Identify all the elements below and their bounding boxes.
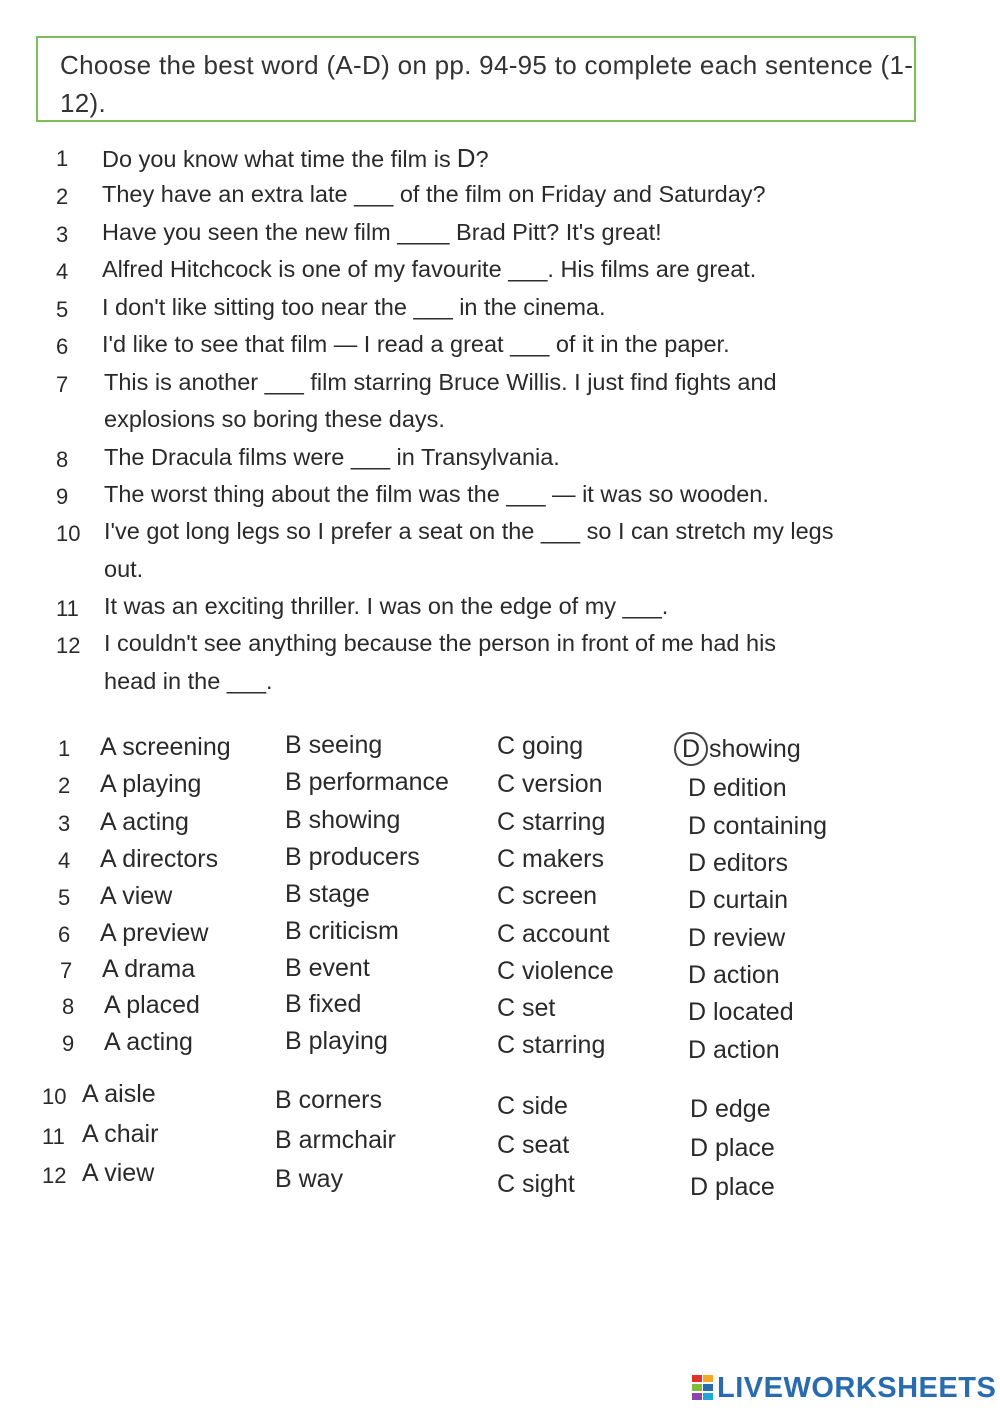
option-c[interactable]: C sight	[497, 1170, 575, 1198]
option-a[interactable]: A view	[82, 1159, 155, 1187]
option-c[interactable]: C set	[497, 994, 556, 1022]
option-c[interactable]: C starring	[497, 1031, 606, 1059]
option-c[interactable]: C account	[497, 920, 610, 948]
option-c[interactable]: C makers	[497, 845, 604, 873]
option-row-number: 1	[58, 736, 71, 761]
option-row-number: 11	[42, 1124, 65, 1149]
instructions-box	[36, 36, 916, 122]
question-number: 5	[56, 297, 69, 322]
option-a[interactable]: A preview	[100, 919, 209, 947]
question-text: Do you know what time the film is	[102, 146, 451, 172]
question-text: out.	[104, 556, 144, 582]
question-number: 6	[56, 334, 69, 359]
option-row-number: 3	[58, 811, 71, 836]
question-text: head in the ___.	[104, 668, 273, 694]
question-text: I don't like sitting too near the ___ in the cinema.	[102, 294, 606, 320]
question-text: It was an exciting thriller. I was on the edge of my ___.	[104, 593, 669, 619]
option-a[interactable]: A drama	[102, 955, 196, 983]
option-b[interactable]: B armchair	[275, 1126, 396, 1154]
option-d-word: showing	[709, 735, 801, 763]
option-d[interactable]: D located	[688, 998, 794, 1026]
question-text: The worst thing about the film was the ___ — it was so wooden.	[104, 481, 769, 507]
option-c[interactable]: C version	[497, 770, 603, 798]
option-d[interactable]: D action	[688, 961, 780, 989]
option-row-number: 12	[42, 1163, 67, 1188]
liveworksheets-icon	[692, 1375, 714, 1401]
option-b[interactable]: B criticism	[285, 917, 399, 945]
option-c[interactable]: C starring	[497, 808, 606, 836]
question-number: 9	[56, 484, 69, 509]
option-d[interactable]: D editors	[688, 849, 789, 877]
question-number: 4	[56, 259, 69, 284]
option-row-number: 10	[42, 1084, 67, 1109]
question-number: 2	[56, 184, 69, 209]
option-row-number: 8	[62, 994, 75, 1019]
option-d[interactable]: D containing	[688, 812, 827, 840]
question-text: Have you seen the new film ____ Brad Pitt? It's great!	[102, 219, 662, 245]
question-text: I've got long legs so I prefer a seat on the ___ so I can stretch my legs	[104, 518, 834, 544]
option-row-number: 2	[58, 773, 71, 798]
option-a[interactable]: A view	[100, 882, 173, 910]
option-a[interactable]: A directors	[100, 845, 219, 873]
instructions-text: Choose the best word (A-D) on pp. 94-95 to complete each sentence (1-12).	[60, 50, 914, 118]
selected-circle: D	[674, 732, 708, 766]
option-row-number: 5	[58, 885, 71, 910]
option-b[interactable]: B performance	[285, 768, 449, 796]
option-d[interactable]: D place	[690, 1134, 775, 1162]
question-number: 11	[56, 596, 79, 621]
option-c[interactable]: C violence	[497, 957, 614, 985]
option-d[interactable]: D edge	[690, 1095, 771, 1123]
question-1	[102, 143, 489, 174]
option-a[interactable]: A screening	[100, 733, 231, 761]
option-b[interactable]: B fixed	[285, 990, 362, 1018]
option-d[interactable]: D review	[688, 924, 786, 952]
logo-text: LIVEWORKSHEETS	[717, 1371, 997, 1404]
option-d[interactable]: D curtain	[688, 886, 789, 914]
question-number: 8	[56, 447, 69, 472]
option-row-number: 7	[60, 958, 73, 983]
option-c[interactable]: C side	[497, 1092, 568, 1120]
option-a[interactable]: A placed	[104, 991, 200, 1019]
option-row-number: 4	[58, 848, 71, 873]
liveworksheets-logo[interactable]	[692, 1371, 996, 1405]
filled-answer[interactable]: D	[456, 143, 476, 173]
option-a[interactable]: A acting	[104, 1028, 193, 1056]
option-b[interactable]: B playing	[285, 1027, 388, 1055]
question-text: They have an extra late ___ of the film on Friday and Saturday?	[102, 181, 766, 207]
question-number: 3	[56, 222, 69, 247]
option-a[interactable]: A playing	[100, 770, 202, 798]
question-number: 10	[56, 521, 81, 546]
option-d[interactable]: D action	[688, 1036, 780, 1064]
option-row-number: 9	[62, 1031, 75, 1056]
question-text: I couldn't see anything because the person in front of me had his	[104, 630, 777, 656]
option-b[interactable]: B corners	[275, 1086, 382, 1114]
option-c[interactable]: C going	[497, 732, 584, 760]
option-d-selected[interactable]	[674, 732, 801, 766]
question-text: The Dracula films were ___ in Transylvania.	[104, 444, 560, 470]
option-row-number: 6	[58, 922, 71, 947]
option-b[interactable]: B event	[285, 954, 370, 982]
question-text: explosions so boring these days.	[104, 406, 445, 432]
option-b[interactable]: B way	[275, 1165, 344, 1193]
option-a[interactable]: A chair	[82, 1120, 159, 1148]
option-b[interactable]: B showing	[285, 806, 401, 834]
question-text: This is another ___ film starring Bruce Willis. I just find fights and	[104, 369, 777, 395]
option-c[interactable]: C screen	[497, 882, 598, 910]
option-b[interactable]: B stage	[285, 880, 370, 908]
option-b[interactable]: B seeing	[285, 731, 383, 759]
option-b[interactable]: B producers	[285, 843, 420, 871]
option-c[interactable]: C seat	[497, 1131, 570, 1159]
question-number: 1	[56, 146, 69, 171]
option-d[interactable]: D edition	[688, 774, 787, 802]
option-a[interactable]: A aisle	[82, 1080, 156, 1108]
question-end: ?	[475, 146, 489, 172]
question-number: 12	[56, 633, 81, 658]
question-text: I'd like to see that film — I read a great ___ of it in the paper.	[102, 331, 730, 357]
option-d[interactable]: D place	[690, 1173, 775, 1201]
question-text: Alfred Hitchcock is one of my favourite ___. His films are great.	[102, 256, 757, 282]
option-a[interactable]: A acting	[100, 808, 189, 836]
question-number: 7	[56, 372, 69, 397]
